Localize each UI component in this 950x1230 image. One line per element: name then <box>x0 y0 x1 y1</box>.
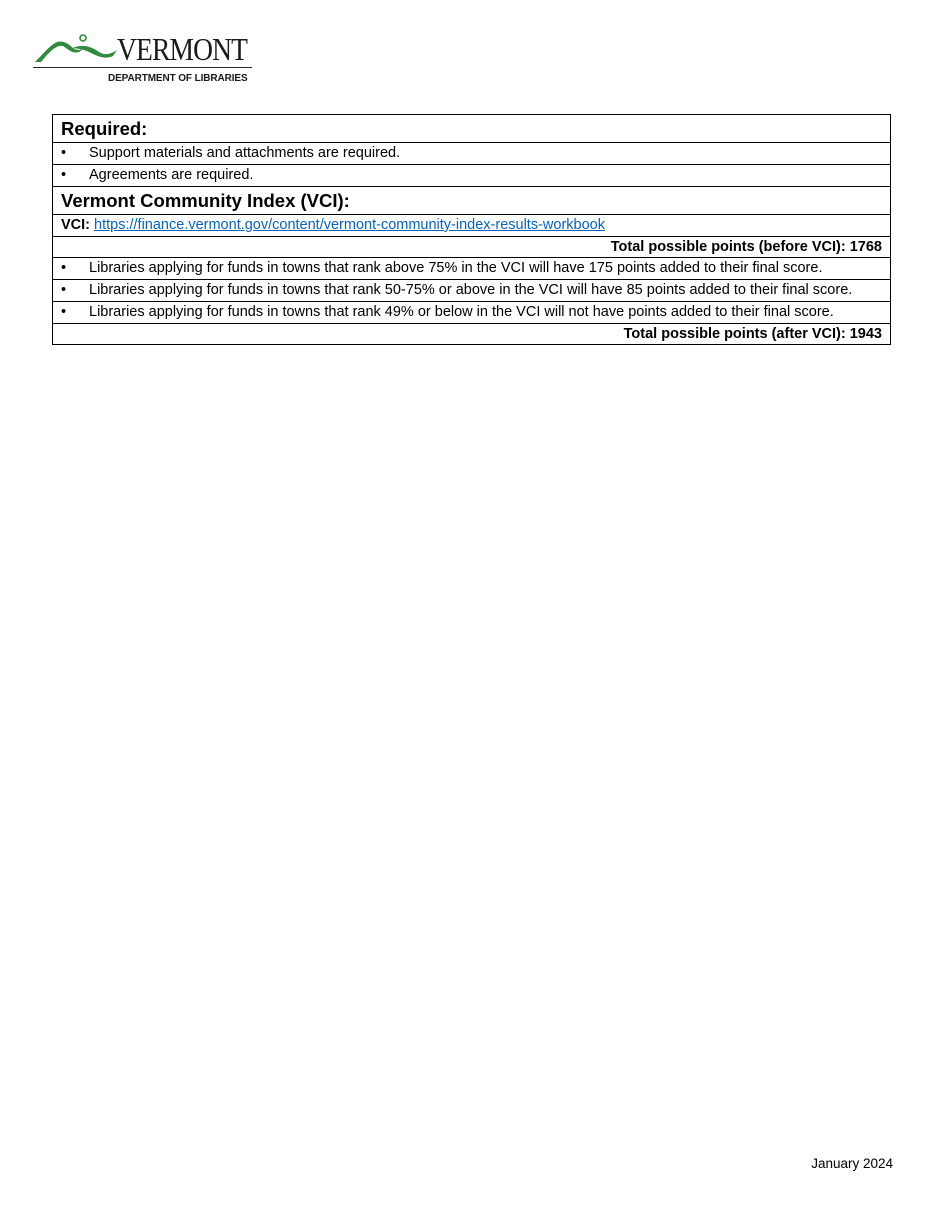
table-row <box>53 280 891 302</box>
logo-wordmark: VERMONT <box>117 31 248 67</box>
table-row <box>53 237 891 258</box>
vci-label: VCI: <box>61 217 90 233</box>
list-item: • Agreements are required. <box>53 165 891 187</box>
list-item: • Libraries applying for funds in towns that rank above 75% in the VCI will have 175 points added to their final score. <box>53 258 891 280</box>
footer-date: January 2024 <box>811 1156 893 1171</box>
vci-link-row <box>53 215 891 237</box>
required-item-text: Support materials and attachments are required. <box>89 145 401 161</box>
table-row <box>53 215 891 237</box>
vci-item-text: Libraries applying for funds in towns that rank 50-75% or above in the VCI will have 85 points added to their final score. <box>89 282 853 298</box>
vermont-libraries-logo <box>33 32 255 88</box>
vci-item-text: Libraries applying for funds in towns that rank 49% or below in the VCI will not have points added to their final score. <box>89 304 834 320</box>
vci-workbook-link[interactable]: https://finance.vermont.gov/content/vermont-community-index-results-workbook <box>94 217 605 233</box>
vci-item-text: Libraries applying for funds in towns that rank above 75% in the VCI will have 175 points added to their final score. <box>89 260 823 276</box>
table-row <box>53 302 891 324</box>
logo-rule <box>33 67 252 68</box>
table-row <box>53 165 891 187</box>
required-item-text: Agreements are required. <box>89 167 254 183</box>
list-item: • Libraries applying for funds in towns that rank 49% or below in the VCI will not have points added to their final score. <box>53 302 891 324</box>
table-row <box>53 187 891 215</box>
table-row <box>53 324 891 345</box>
table-row <box>53 115 891 143</box>
list-item: • Libraries applying for funds in towns that rank 50-75% or above in the VCI will have 85 points added to their final score. <box>53 280 891 302</box>
table-row <box>53 143 891 165</box>
requirements-table <box>52 114 891 345</box>
vermont-mountain-logo-icon <box>33 32 123 66</box>
logo-subtitle: DEPARTMENT OF LIBRARIES <box>108 72 248 84</box>
table-row <box>53 258 891 280</box>
vci-heading: Vermont Community Index (VCI): <box>53 187 891 215</box>
list-item: • Support materials and attachments are required. <box>53 143 891 165</box>
total-after-vci: Total possible points (after VCI): 1943 <box>53 324 891 345</box>
required-heading: Required: <box>53 115 891 143</box>
total-before-vci: Total possible points (before VCI): 1768 <box>53 237 891 258</box>
